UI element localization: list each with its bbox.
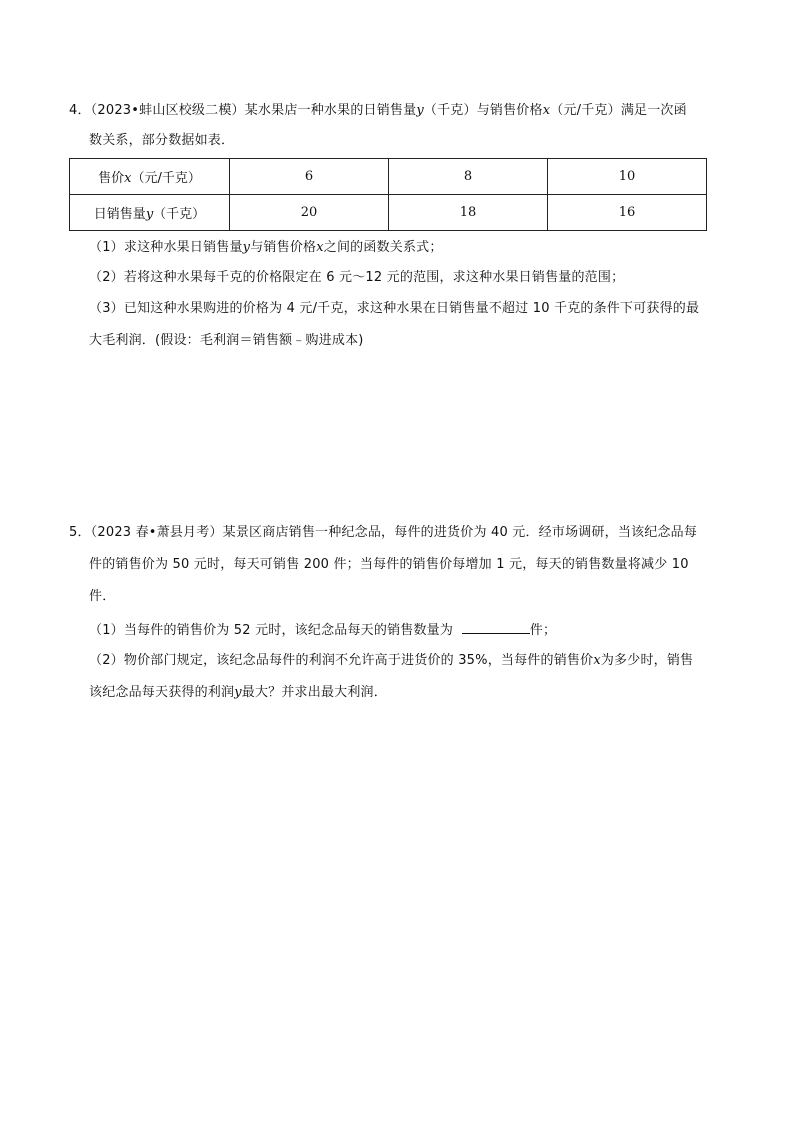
q4-part-1: （1）求这种水果日销售量y与销售价格x之间的函数关系式； (89, 240, 443, 255)
q4-line-1 (69, 103, 687, 119)
q4-source: （2023•蚌山区校级二模） (90, 103, 245, 118)
q5-number: 5． (69, 525, 91, 540)
q4-number: 4． (69, 103, 91, 118)
q4-data-table (69, 158, 707, 231)
table-cell: 18 (389, 195, 548, 231)
q5-part-2-line-2: 该纪念品每天获得的利润y最大？并求出最大利润． (89, 685, 387, 700)
q5-source: （2023 春•萧县月考） (90, 525, 223, 540)
q4-part-3-line-2: 大毛利润．(假设：毛利润＝销售额﹣购进成本) (89, 333, 364, 348)
table-row-sales (70, 195, 707, 231)
q4-var-y: y (416, 103, 424, 118)
q4-var-x: x (542, 103, 551, 118)
table-header-price: 售价x（元/千克） (70, 159, 230, 195)
q4-unit-price: （元/千克）满足一次函 (550, 103, 687, 118)
q5-intro-a: 某景区商店销售一种纪念品，每件的进货价为 40 元．经市场调研，当该纪念品每 (222, 525, 698, 540)
table-header-sales: 日销售量y（千克） (70, 195, 230, 231)
table-row-price (70, 159, 707, 195)
q4-unit-kg: （千克）与销售价格 (423, 103, 543, 118)
table-cell: 10 (548, 159, 707, 195)
answer-blank[interactable] (462, 621, 530, 634)
table-cell: 20 (230, 195, 389, 231)
q5-part-1: （1）当每件的销售价为 52 元时，该纪念品每天的销售数量为 件； (89, 623, 557, 638)
q4-part-3-line-1: （3）已知这种水果购进的价格为 4 元/千克，求这种水果在日销售量不超过 10 千克的条件下可获得的最 (89, 301, 700, 316)
table-cell: 8 (389, 159, 548, 195)
q4-part-2: （2）若将这种水果每千克的价格限定在 6 元～12 元的范围，求这种水果日销售量的范围； (89, 270, 625, 285)
q4-line-2: 数关系，部分数据如表． (89, 133, 235, 148)
q5-part-2-line-1: （2）物价部门规定，该纪念品每件的利润不允许高于进货价的 35%，当每件的销售价x为多少时，销售 (89, 653, 694, 668)
q4-intro-a: 某水果店一种水果的日销售量 (244, 103, 417, 118)
q5-line-3: 件． (89, 589, 116, 604)
table-cell: 6 (230, 159, 389, 195)
q5-line-1 (69, 525, 697, 541)
q5-line-2: 件的销售价为 50 元时，每天可销售 200 件；当每件的销售价每增加 1 元，每天的销售数量将减少 10 (89, 557, 689, 572)
table-cell: 16 (548, 195, 707, 231)
